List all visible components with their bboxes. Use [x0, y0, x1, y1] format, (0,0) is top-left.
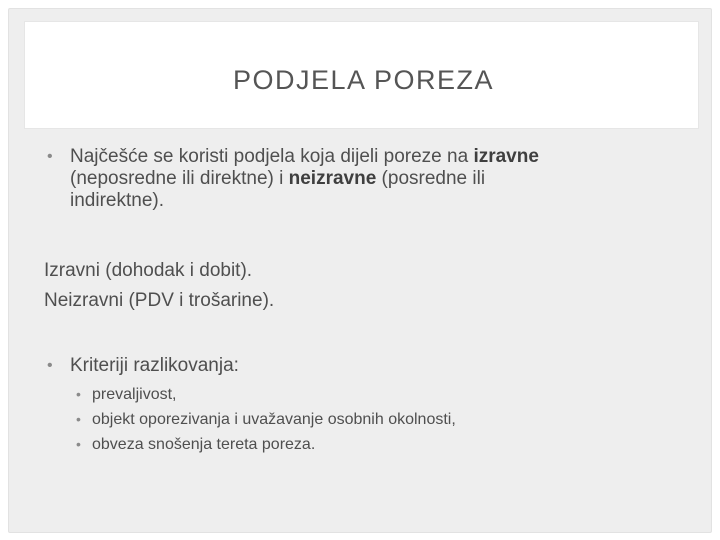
bullet-icon: •	[76, 411, 81, 427]
list-item: • prevaljivost,	[70, 382, 456, 407]
criteria-heading: Kriteriji razlikovanja:	[70, 355, 239, 376]
bullet-icon: •	[47, 148, 53, 165]
bold-izravne: izravne	[473, 146, 539, 167]
bold-neizravne: neizravne	[288, 168, 377, 189]
slide-title: PODJELA POREZA	[232, 64, 495, 95]
text-line-neizravni: Neizravni (PDV i trošarine).	[44, 290, 275, 311]
bullet-icon: •	[47, 357, 53, 374]
bullet-paragraph-1	[48, 146, 668, 212]
bullet-icon: •	[76, 386, 81, 402]
text-line-izravni: Izravni (dohodak i dobit).	[44, 260, 253, 281]
paragraph-text: Najčešće se koristi podjela koja dijeli poreze na izravne (neposredne ili direktne) i neizravne (posredne ili indirektne).	[70, 146, 539, 211]
bullet-paragraph-2	[48, 355, 668, 377]
bullet-icon: •	[76, 436, 81, 452]
list-item: • obveza snošenja tereta poreza.	[70, 432, 456, 457]
list-item: • objekt oporezivanja i uvažavanje osobnih okolnosti,	[70, 407, 456, 432]
criteria-list	[70, 382, 456, 457]
